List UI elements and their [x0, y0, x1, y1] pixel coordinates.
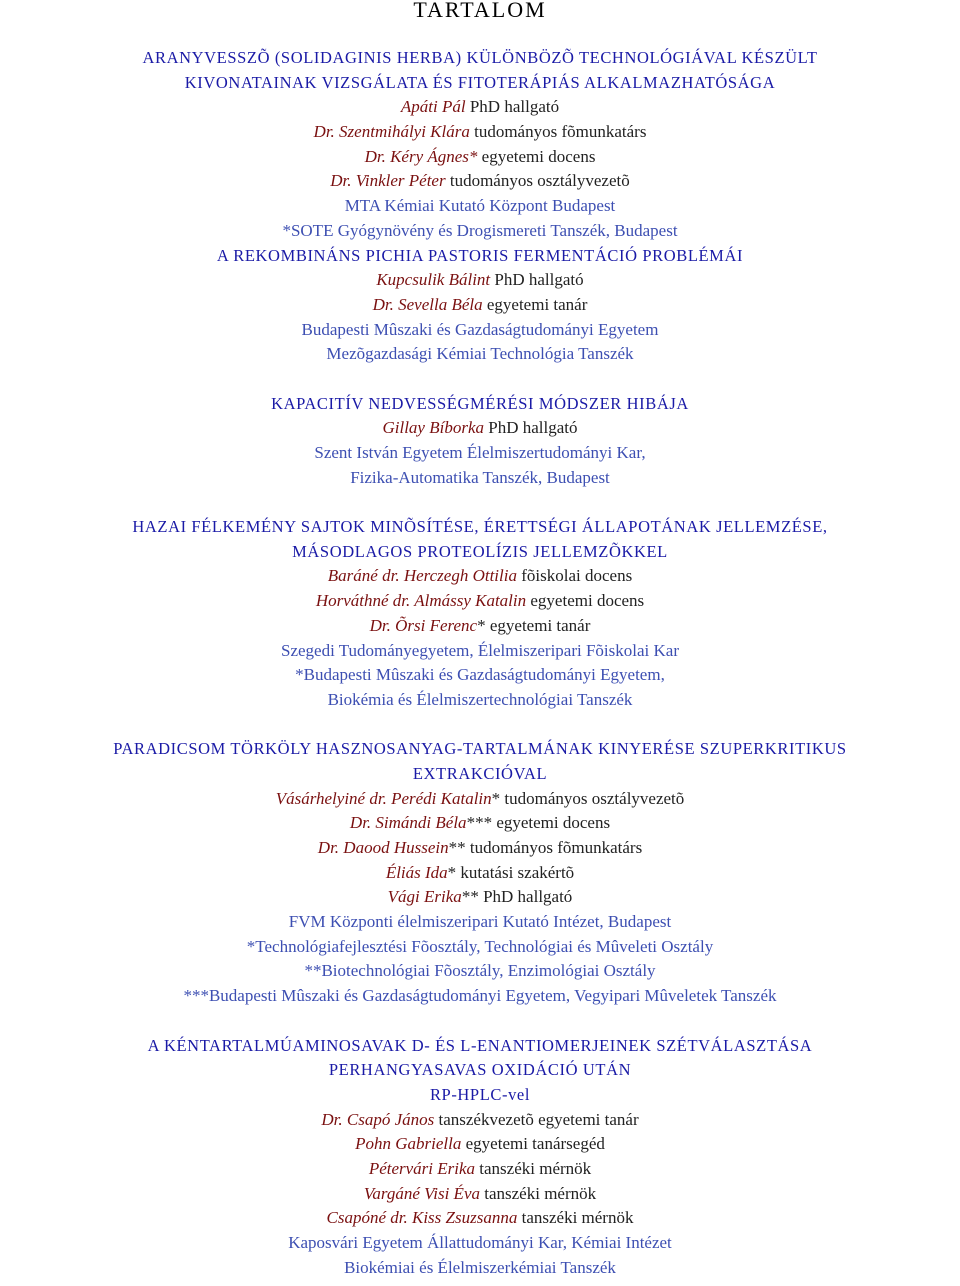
author-role: ** PhD hallgató	[461, 887, 573, 907]
author-line	[0, 861, 960, 886]
author-role: PhD hallgató	[484, 418, 578, 438]
author-name: Vági Erika	[387, 887, 462, 907]
author-line	[0, 811, 960, 836]
author-role: fõiskolai docens	[516, 566, 633, 586]
author-line	[0, 95, 960, 120]
toc-entry	[0, 1034, 960, 1281]
author-role: PhD hallgató	[490, 270, 584, 290]
author-line	[0, 416, 960, 441]
entry-title: PERHANGYASAVAS OXIDÁCIÓ UTÁN	[328, 1060, 632, 1080]
author-line	[0, 564, 960, 589]
affiliation: Biokémia és Élelmiszertechnológiai Tanszék	[327, 689, 633, 709]
author-line	[0, 293, 960, 318]
author-role: tanszéki mérnök	[480, 1183, 597, 1203]
toc-entry	[0, 515, 960, 713]
entry-title: RP-HPLC-vel	[429, 1084, 531, 1104]
author-name: Vásárhelyiné dr. Perédi Katalin	[275, 788, 492, 808]
toc-entry	[0, 244, 960, 367]
author-name: Pohn Gabriella	[355, 1134, 462, 1154]
author-role: tanszéki mérnök	[475, 1158, 592, 1178]
affiliation: *Technológiafejlesztési Fõosztály, Technológiai és Mûveleti Osztály	[246, 936, 714, 956]
entry-title: ARANYVESSZÕ (SOLIDAGINIS HERBA) KÜLÖNBÖZÕ TECHNOLÓGIÁVAL KÉSZÜLT	[142, 48, 818, 67]
author-role: ** tudományos fõmunkatárs	[448, 838, 643, 857]
entry-title: A REKOMBINÁNS PICHIA PASTORIS FERMENTÁCIÓ PROBLÉMÁI	[216, 245, 744, 265]
author-line	[0, 787, 960, 812]
author-role: * kutatási szakértõ	[447, 862, 575, 882]
author-name: Dr. Sevella Béla	[372, 294, 483, 314]
page-heading: TARTALOM	[413, 0, 547, 22]
author-role: egyetemi tanársegéd	[461, 1134, 605, 1154]
entry-title: HAZAI FÉLKEMÉNY SAJTOK MINÕSÍTÉSE, ÉRETTSÉGI ÁLLAPOTÁNAK JELLEMZÉSE,	[132, 517, 828, 537]
author-name: Dr. Csapó János	[321, 1109, 435, 1129]
author-role: egyetemi docens	[526, 591, 645, 611]
entry-title: A KÉNTARTALMÚAMINOSAVAK D- ÉS L-ENANTIOMERJEINEK SZÉTVÁLASZTÁSA	[147, 1035, 813, 1055]
spacer	[0, 367, 960, 392]
author-name: Dr. Szentmihályi Klára	[313, 122, 470, 142]
affiliation: **Biotechnológiai Fõosztály, Enzimológiai Osztály	[304, 961, 656, 981]
author-name: Dr. Vinkler Péter	[330, 171, 446, 191]
affiliation: Szent István Egyetem Élelmiszertudományi Kar,	[314, 443, 646, 462]
author-line	[0, 268, 960, 293]
affiliation: MTA Kémiai Kutató Központ Budapest	[344, 196, 616, 216]
author-line	[0, 885, 960, 910]
author-line	[0, 1132, 960, 1157]
author-role: tudományos fõmunkatárs	[469, 122, 647, 142]
entry-title: PARADICSOM TÖRKÖLY HASZNOSANYAG-TARTALMÁNAK KINYERÉSE SZUPERKRITIKUS	[113, 739, 847, 759]
author-name: Dr. Õrsi Ferenc	[369, 615, 478, 635]
author-line	[0, 120, 960, 145]
toc-entry	[0, 737, 960, 1009]
author-role: tanszékvezetõ egyetemi tanár	[434, 1109, 639, 1129]
author-role: *** egyetemi docens	[466, 813, 611, 833]
author-name: Éliás Ida	[385, 862, 448, 882]
author-name: Dr. Daood Hussein	[317, 838, 449, 857]
spacer	[0, 490, 960, 515]
author-name: Dr. Kéry Ágnes*	[364, 146, 478, 166]
affiliation: FVM Központi élelmiszeripari Kutató Intézet, Budapest	[288, 912, 672, 932]
toc-entry	[0, 46, 960, 244]
entry-title: KAPACITÍV NEDVESSÉGMÉRÉSI MÓDSZER HIBÁJA	[271, 393, 689, 413]
author-name: Dr. Simándi Béla	[349, 813, 467, 833]
author-role: * egyetemi tanár	[477, 615, 591, 635]
entry-title: KIVONATAINAK VIZSGÁLATA ÉS FITOTERÁPIÁS ALKALMAZHATÓSÁGA	[184, 72, 776, 92]
author-name: Apáti Pál	[400, 97, 466, 117]
affiliation: Kaposvári Egyetem Állattudományi Kar, Kémiai Intézet	[288, 1233, 672, 1252]
affiliation: *SOTE Gyógynövény és Drogismereti Tanszék, Budapest	[282, 220, 678, 240]
author-role: PhD hallgató	[465, 97, 560, 117]
affiliation: Mezõgazdasági Kémiai Technológia Tanszék	[326, 344, 634, 364]
affiliation: Szegedi Tudományegyetem, Élelmiszeripari Fõiskolai Kar	[280, 640, 679, 660]
author-line	[0, 1157, 960, 1182]
spacer	[0, 713, 960, 738]
author-name: Gillay Bíborka	[382, 418, 484, 438]
author-line	[0, 1108, 960, 1133]
author-name: Kupcsulik Bálint	[376, 270, 491, 290]
author-line	[0, 589, 960, 614]
spacer	[0, 22, 960, 46]
author-name: Pétervári Erika	[368, 1158, 476, 1178]
entry-title: MÁSODLAGOS PROTEOLÍZIS JELLEMZÕKKEL	[292, 541, 668, 561]
affiliation: Budapesti Mûszaki és Gazdaságtudományi Egyetem	[301, 319, 659, 339]
entry-title: EXTRAKCIÓVAL	[412, 763, 548, 783]
affiliation: *Budapesti Mûszaki és Gazdaságtudományi Egyetem,	[295, 665, 665, 685]
toc-entry	[0, 392, 960, 491]
author-line	[0, 145, 960, 170]
author-name: Baráné dr. Herczegh Ottilia	[327, 566, 517, 586]
affiliation: ***Budapesti Mûszaki és Gazdaságtudományi Egyetem, Vegyipari Mûveletek Tanszék	[183, 986, 777, 1006]
author-role: egyetemi tanár	[482, 294, 588, 314]
author-line	[0, 836, 960, 861]
author-name: Vargáné Visi Éva	[363, 1183, 480, 1203]
affiliation: Biokémiai és Élelmiszerkémiai Tanszék	[344, 1257, 616, 1277]
author-line	[0, 169, 960, 194]
author-name: Csapóné dr. Kiss Zsuzsanna	[326, 1208, 518, 1228]
author-line	[0, 1206, 960, 1231]
author-role: egyetemi docens	[477, 146, 596, 166]
author-name: Horváthné dr. Almássy Katalin	[315, 591, 527, 611]
author-role: tanszéki mérnök	[517, 1208, 634, 1228]
author-line	[0, 614, 960, 639]
spacer	[0, 1009, 960, 1034]
affiliation: Fizika-Automatika Tanszék, Budapest	[350, 467, 610, 487]
author-role: * tudományos osztályvezetõ	[491, 788, 685, 808]
author-role: tudományos osztályvezetõ	[445, 171, 630, 191]
author-line	[0, 1182, 960, 1207]
